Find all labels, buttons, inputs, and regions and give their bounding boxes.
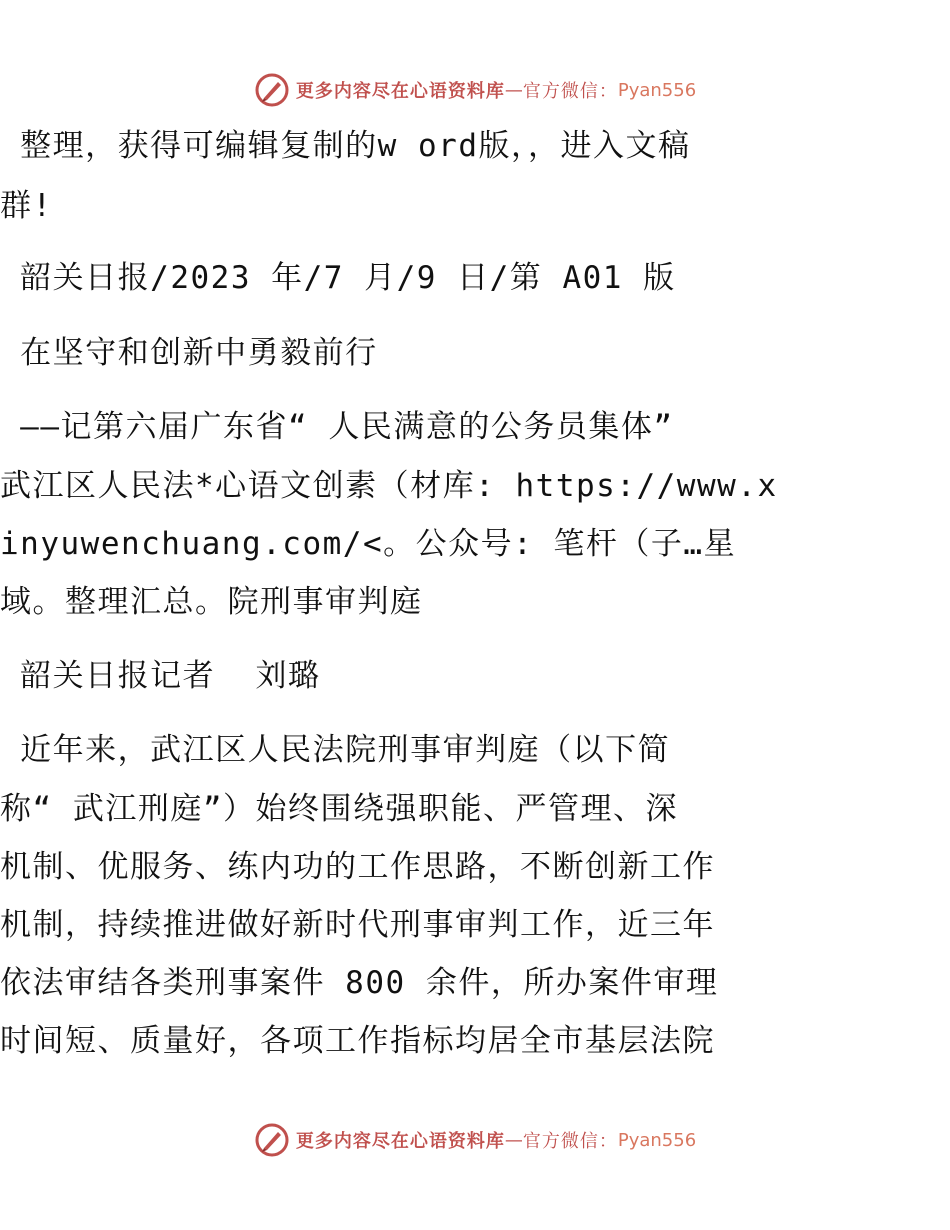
quill-logo-icon: [254, 1122, 290, 1158]
text-line: 机制，持续推进做好新时代刑事审判工作，近三年: [0, 907, 715, 943]
banner-dash: —: [504, 79, 523, 101]
text-line: 近年来，武江区人民法院刑事审判庭（以下简: [0, 732, 671, 768]
text-line: 依法审结各类刑事案件 800 余件，所办案件审理: [0, 965, 719, 1001]
text-line: 整理，获得可编辑复制的w ord版，，进入文稿: [0, 128, 691, 164]
text-line: 武江区人民法*心语文创素（材库: https://www.x: [0, 468, 778, 504]
banner-wechat-id: Pyan556: [617, 1129, 697, 1151]
text-line: 韶关日报/2023 年/7 月/9 日/第 A01 版: [0, 260, 676, 296]
text-line: 韶关日报记者 刘璐: [0, 658, 321, 694]
text-line: 机制、优服务、练内功的工作思路，不断创新工作: [0, 849, 715, 885]
text-line: 称“ 武江刑庭”）始终围绕强职能、严管理、深: [0, 791, 678, 827]
header-watermark: [0, 70, 950, 110]
banner-main-text: 更多内容尽在心语资料库: [295, 81, 505, 102]
banner-wechat-label: 官方微信：: [522, 81, 618, 102]
banner-main-text: 更多内容尽在心语资料库: [295, 1131, 505, 1152]
banner-wechat-id: Pyan556: [617, 79, 697, 101]
text-line: 在坚守和创新中勇毅前行: [0, 335, 378, 371]
text-line: 域。整理汇总。院刑事审判庭: [0, 584, 423, 620]
banner-dash: —: [504, 1129, 523, 1151]
quill-logo-icon: [254, 72, 290, 108]
text-line: 群!: [0, 188, 53, 224]
text-line: 时间短、质量好，各项工作指标均居全市基层法院: [0, 1023, 715, 1059]
footer-watermark: [0, 1120, 950, 1160]
text-line: inyuwenchuang.com/<。公众号: 笔杆（子…星: [0, 526, 737, 562]
text-line: ——记第六届广东省“ 人民满意的公务员集体”: [0, 409, 674, 445]
banner-wechat-label: 官方微信：: [522, 1131, 618, 1152]
